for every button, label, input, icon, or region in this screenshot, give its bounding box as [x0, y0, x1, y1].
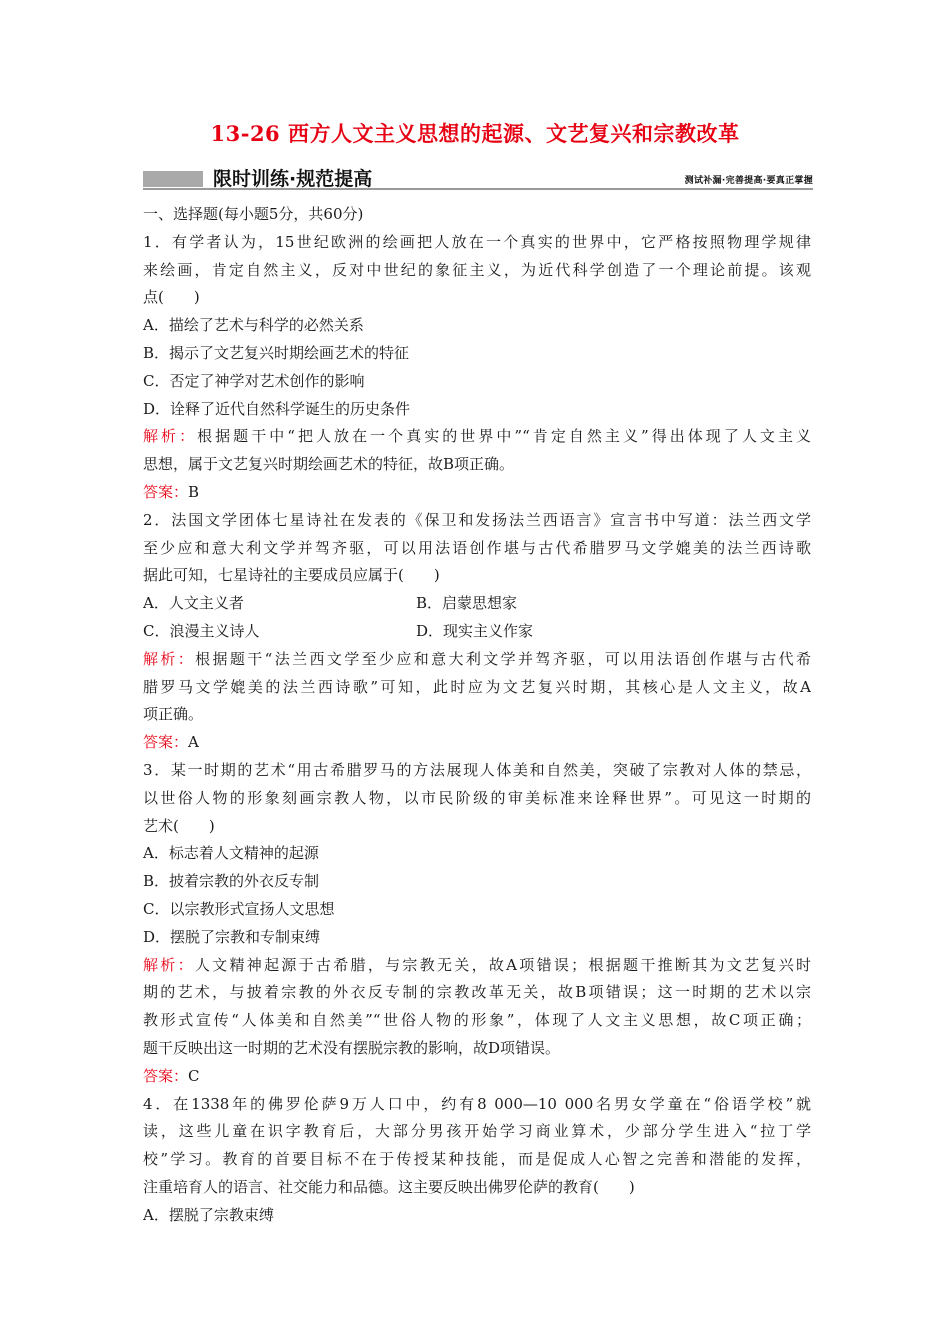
answer-line: [143, 479, 811, 507]
banner-title: 限时训练·规范提高: [213, 168, 373, 190]
banner-bar: [143, 171, 203, 187]
option-c: C．浪漫主义诗人: [143, 621, 260, 640]
answer-value: A: [188, 733, 199, 752]
question-stem-line: 据此可知，七星诗社的主要成员应属于( ): [143, 566, 440, 585]
analysis-line: 腊罗马文学媲美的法兰西诗歌”可知，此时应为文艺复兴时期，其核心是人文主义，故A: [143, 677, 811, 696]
analysis-line: 题干反映出这一时期的艺术没有摆脱宗教的影响，故D项错误。: [143, 1038, 561, 1057]
analysis-text: 根据题干“法兰西文学至少应和意大利文学并驾齐驱，可以用法语创作堪与古代希: [195, 649, 811, 668]
option-a: A．标志着人文精神的起源: [143, 844, 319, 863]
option-d: D．摆脱了宗教和专制束缚: [143, 927, 321, 946]
answer-line: [143, 1063, 811, 1091]
analysis-text: 人文精神起源于古希腊，与宗教无关，故A项错误；根据题干推断其为文艺复兴时: [194, 955, 811, 974]
question-stem-line: 来绘画，肯定自然主义，反对中世纪的象征主义，为近代科学创造了一个理论前提。该观: [143, 260, 811, 279]
question-stem-line: 2．法国文学团体七星诗社在发表的《保卫和发扬法兰西语言》宣言书中写道：法兰西文学: [143, 510, 811, 529]
question-stem-line: 至少应和意大利文学并驾齐驱，可以用法语创作堪与古代希腊罗马文学媲美的法兰西诗歌: [143, 538, 811, 557]
analysis-line: [143, 423, 811, 451]
analysis-line: [143, 646, 811, 674]
answer-value: B: [188, 482, 200, 501]
question-stem-line: 4．在1338年的佛罗伦萨9万人口中，约有8 000—10 000名男女学童在“俗语学校”就: [143, 1094, 811, 1113]
question-stem-line: 以世俗人物的形象刻画宗教人物，以市民阶级的审美标准来诠释世界”。可见这一时期的: [143, 788, 811, 807]
analysis-label: 解析：: [143, 427, 198, 446]
option-c: C．否定了神学对艺术创作的影响: [143, 371, 365, 390]
analysis-label: 解析：: [143, 649, 196, 668]
analysis-line: [143, 952, 811, 980]
analysis-line: 项正确。: [143, 705, 204, 724]
option-a: A．摆脱了宗教束缚: [143, 1205, 274, 1224]
analysis-line: 思想，属于文艺复兴时期绘画艺术的特征，故B项正确。: [143, 455, 515, 474]
answer-label: 答案：: [143, 733, 189, 752]
question-4: [143, 1091, 811, 1230]
analysis-line: 教形式宣传“人体美和自然美”“世俗人物的形象”，体现了人文主义思想，故C项正确；: [143, 1011, 811, 1030]
option-b: B．揭示了文艺复兴时期绘画艺术的特征: [143, 343, 410, 362]
section-heading: 一、选择题(每小题5分，共60分): [143, 205, 364, 223]
question-stem-line: 校”学习。教育的首要目标不在于传授某种技能，而是促成人心智之完善和潜能的发挥，: [143, 1150, 811, 1169]
analysis-line: 期的艺术，与披着宗教的外衣反专制的宗教改革无关，故B项错误；这一时期的艺术以宗: [143, 983, 811, 1002]
question-stem-line: 3．某一时期的艺术“用古希腊罗马的方法展现人体美和自然美，突破了宗教对人体的禁忌，: [143, 760, 811, 779]
option-a: A．描绘了艺术与科学的必然关系: [143, 316, 364, 335]
option-row: [143, 590, 811, 618]
question-3: [143, 757, 811, 1091]
option-row: [143, 618, 811, 646]
option-b: B．披着宗教的外衣反专制: [143, 872, 320, 891]
answer-line: [143, 729, 811, 757]
option-d: D．诠释了近代自然科学诞生的历史条件: [143, 399, 411, 418]
banner-subtitle: 测试补漏·完善提高·要真正掌握: [684, 176, 813, 186]
question-stem-line: 1．有学者认为，15世纪欧洲的绘画把人放在一个真实的世界中，它严格按照物理学规律: [143, 232, 811, 251]
option-c: C．以宗教形式宣扬人文思想: [143, 899, 335, 918]
question-2: [143, 507, 811, 757]
question-stem-line: 注重培育人的语言、社交能力和品德。这主要反映出佛罗伦萨的教育( ): [143, 1177, 635, 1196]
answer-label: 答案：: [143, 482, 189, 501]
content-body: [143, 201, 811, 1229]
option-a: A．人文主义者: [143, 594, 244, 613]
question-1: [143, 229, 811, 507]
analysis-label: 解析：: [143, 955, 195, 974]
question-stem-line: 艺术( ): [143, 816, 215, 835]
option-b: B．启蒙思想家: [416, 594, 518, 613]
question-stem-line: 读，这些儿童在识字教育后，大部分男孩开始学习商业算术，少部分学生进入“拉丁学: [143, 1122, 811, 1141]
question-stem-line: 点( ): [143, 288, 200, 307]
analysis-text: 根据题干中“把人放在一个真实的世界中”“肯定自然主义”得出体现了人文主义: [197, 427, 811, 446]
answer-label: 答案：: [143, 1066, 189, 1085]
option-d: D．现实主义作家: [416, 621, 534, 640]
answer-value: C: [188, 1066, 200, 1085]
section-banner: [143, 168, 813, 190]
page-title: 13-26 西方人文主义思想的起源、文艺复兴和宗教改革: [210, 121, 740, 146]
